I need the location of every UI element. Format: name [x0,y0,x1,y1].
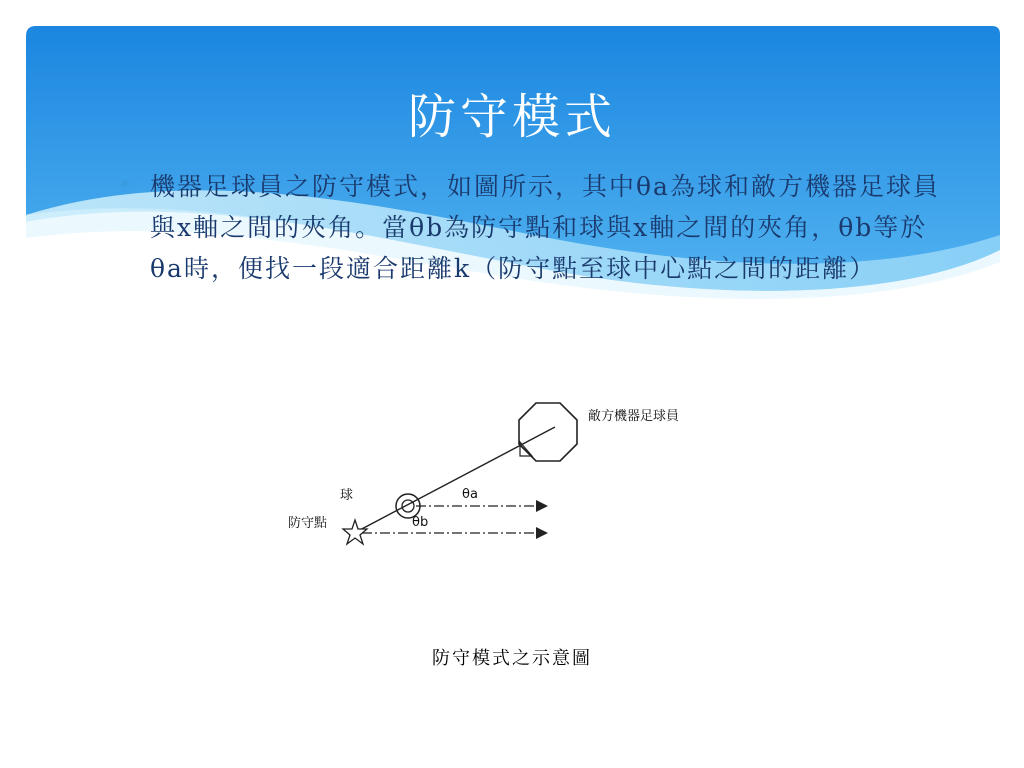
body-paragraph: 機器足球員之防守模式，如圖所示，其中θa為球和敵方機器足球員與x軸之間的夾角。當θb為防守點和球與x軸之間的夾角，θb等於θa時，便找一段適合距離k（防守點至球中心點之間的距離） [150,172,940,283]
ball-label: 球 [340,488,354,503]
figure-caption: 防守模式之示意圖 [432,648,592,669]
defense-mode-diagram [270,390,730,565]
theta-b-arrowhead [536,527,548,539]
defense-point-label: 防守點 [288,516,328,531]
aim-line [356,427,555,532]
theta-a-arrowhead [536,500,548,512]
enemy-robot-label: 敵方機器足球員 [588,409,680,424]
theta-b-label: θb [412,515,429,530]
defense-point-star-icon [343,520,367,544]
bullet-star-icon: ✶ [118,174,132,193]
slide-title: 防守模式 [407,89,616,145]
theta-a-label: θa [462,487,478,502]
enemy-robot-octagon [519,403,577,461]
